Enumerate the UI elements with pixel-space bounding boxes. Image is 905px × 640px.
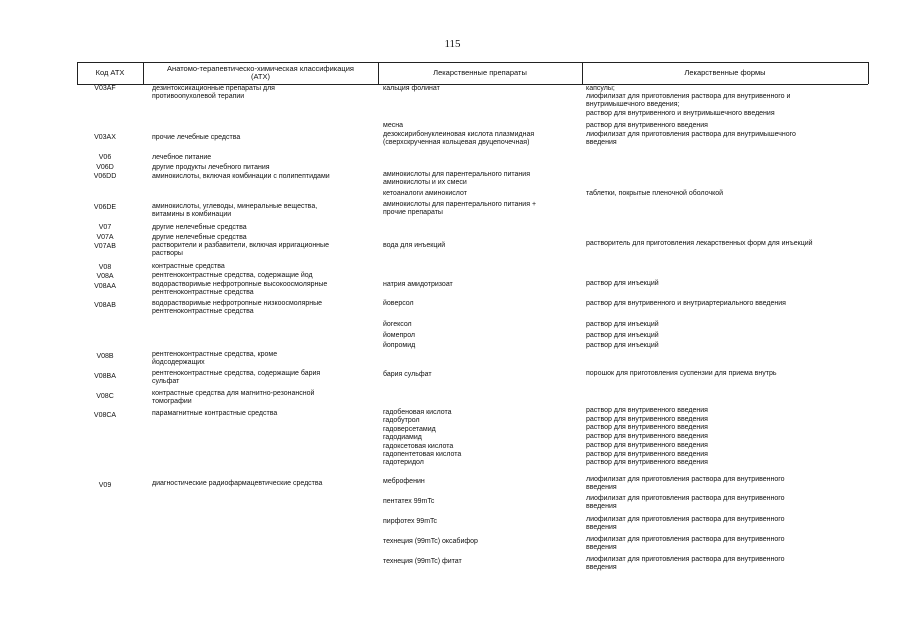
drug-name: меброфенин	[383, 478, 425, 485]
drug-name: бария сульфат	[383, 371, 432, 378]
atc-classification: водорастворимые нефротропные низкоосмолярные рентгеноконтрастные средства	[152, 300, 323, 316]
page-number: 115	[444, 38, 461, 50]
drug-name: аминокислоты для парентерального питания + прочие препараты	[383, 201, 537, 217]
atc-code: V08AA	[94, 283, 116, 290]
dosage-form: лиофилизат для приготовления раствора для внутривенного введения	[586, 536, 785, 552]
drug-name: месна	[383, 122, 403, 129]
drug-name: кетоаналоги аминокислот	[383, 190, 467, 197]
atc-classification: контрастные средства для магнитно-резонансной томографии	[152, 390, 315, 406]
atc-classification: другие продукты лечебного питания	[152, 164, 270, 171]
atc-code: V07AB	[94, 243, 116, 250]
atc-code: V08C	[96, 393, 114, 400]
atc-classification: рентгеноконтрастные средства, содержащие йод	[152, 272, 313, 279]
atc-classification: дезинтоксикационные препараты для противоопухолевой терапии	[152, 85, 275, 101]
atc-classification: растворители и разбавители, включая ирригационные растворы	[152, 242, 329, 258]
atc-code: V06D	[96, 164, 114, 171]
drug-name: вода для инъекций	[383, 242, 446, 249]
header-code: Код АТХ	[95, 68, 125, 77]
atc-classification: прочие лечебные средства	[152, 134, 241, 141]
dosage-form: таблетки, покрытые пленочной оболочкой	[586, 190, 724, 197]
dosage-form: порошок для приготовления суспензии для приема внутрь	[586, 370, 777, 377]
drug-name: аминокислоты для парентерального питания аминокислоты и их смеси	[383, 171, 530, 187]
drug-name: йоверсол	[383, 300, 414, 307]
atc-classification: диагностические радиофармацевтические средства	[152, 480, 323, 487]
drug-name: гадобеновая кислота гадобутрол гадоверсетамид гадодиамид гадоксетовая кислота гадопентетовая кислота гадотеридол	[383, 409, 462, 467]
dosage-form: раствор для инъекций	[586, 280, 659, 287]
drug-name: пентатех 99mTc	[383, 498, 435, 505]
dosage-form: растворитель для приготовления лекарственных форм для инъекций	[586, 240, 813, 247]
atc-code: V09	[98, 482, 112, 489]
atc-classification: другие нелечебные средства	[152, 234, 247, 241]
drug-name: пирфотех 99mTc	[383, 518, 438, 525]
atc-code: V07	[98, 224, 112, 231]
atc-code: V08	[98, 264, 112, 271]
drug-name: натрия амидотризоат	[383, 281, 453, 288]
dosage-form: лиофилизат для приготовления раствора для внутривенного введения	[586, 516, 785, 532]
atc-classification: водорастворимые нефротропные высокоосмолярные рентгеноконтрастные средства	[152, 281, 328, 297]
atc-classification: аминокислоты, углеводы, минеральные вещества, витамины в комбинации	[152, 203, 318, 219]
drug-name: йогексол йомепрол йопромид	[383, 321, 416, 349]
dosage-form: лиофилизат для приготовления раствора для внутривенного введения	[586, 476, 785, 492]
atc-code: V06DE	[93, 204, 117, 211]
dosage-form: раствор для внутривенного и внутриартериального введения	[586, 300, 786, 307]
header-classification: Анатомо-терапевтическо-химическая классификация (АТХ)	[167, 64, 354, 81]
dosage-form: капсулы; лиофилизат для приготовления раствора для внутривенного и внутримышечного введения; раствор для внутривенного и внутримышечного введения	[586, 85, 791, 117]
dosage-form: раствор для внутривенного введения	[586, 122, 708, 129]
header-drugs: Лекарственные препараты	[433, 68, 527, 77]
dosage-form: раствор для внутривенного введения раствор для внутривенного введения раствор для внутривенного введения раствор для внутривенного введения раствор для внутривенного введения раствор для внутривенного введения раствор для внутривенного введения	[586, 407, 708, 467]
atc-code: V08CA	[93, 412, 117, 419]
atc-code: V07A	[96, 234, 114, 241]
atc-classification: рентгеноконтрастные средства, кроме йодсодержащих	[152, 351, 278, 367]
atc-code: V08AB	[94, 302, 116, 309]
dosage-form: лиофилизат для приготовления раствора для внутривенного введения	[586, 556, 785, 572]
atc-code: V03AF	[94, 85, 116, 92]
atc-code: V08B	[96, 353, 114, 360]
dosage-form: лиофилизат для приготовления раствора для внутримышечного введения	[586, 131, 796, 147]
atc-classification: лечебное питание	[152, 154, 212, 161]
drug-name: технеция (99mTc) фитат	[383, 558, 462, 565]
atc-classification: рентгеноконтрастные средства, содержащие бария сульфат	[152, 370, 321, 386]
atc-classification: контрастные средства	[152, 263, 225, 270]
drug-name: кальция фолинат	[383, 85, 440, 92]
atc-classification: другие нелечебные средства	[152, 224, 247, 231]
header-forms: Лекарственные формы	[684, 68, 766, 77]
drug-name: технеция (99mTc) оксабифор	[383, 538, 478, 545]
atc-code: V08BA	[94, 373, 116, 380]
atc-code: V08A	[96, 273, 114, 280]
atc-classification: аминокислоты, включая комбинации с полипептидами	[152, 173, 330, 180]
atc-classification: парамагнитные контрастные средства	[152, 410, 278, 417]
atc-code: V03AX	[94, 134, 116, 141]
atc-code: V06DD	[93, 173, 117, 180]
dosage-form: раствор для инъекций раствор для инъекций раствор для инъекций	[586, 321, 659, 349]
atc-code: V06	[98, 154, 112, 161]
dosage-form: лиофилизат для приготовления раствора для внутривенного введения	[586, 495, 785, 511]
drug-name: дезоксирибонуклеиновая кислота плазмидная (сверхскрученная кольцевая двуцепочечная)	[383, 131, 535, 147]
